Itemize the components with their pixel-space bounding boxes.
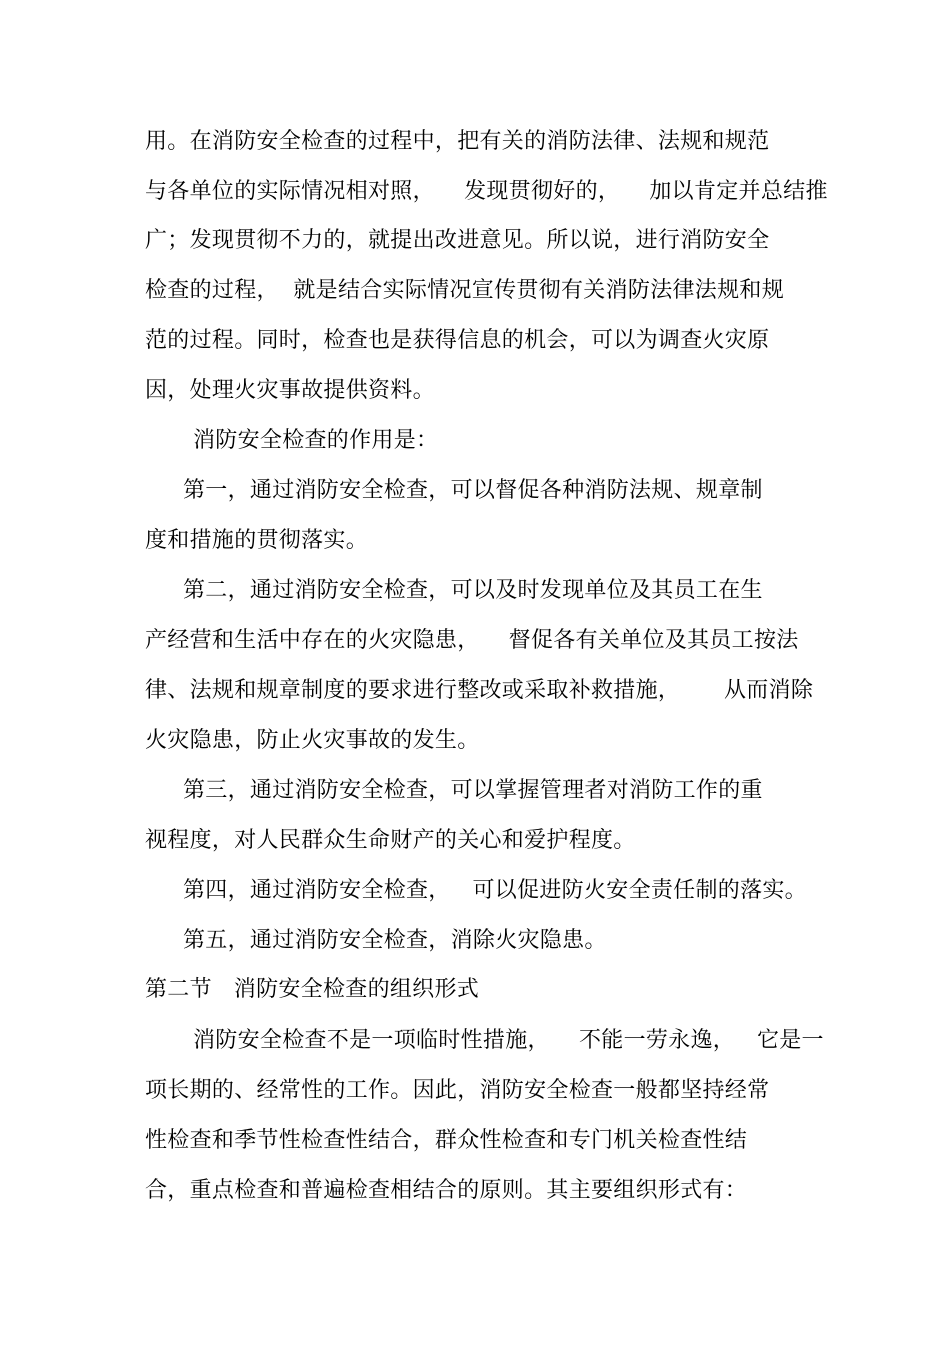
paragraph-line: 合，重点检查和普遍检查相结合的原则。其主要组织形式有： xyxy=(145,1178,748,1203)
list-item-third: 第三，通过消防安全检查，可以掌握管理者对消防工作的重 xyxy=(183,778,763,803)
paragraph-line: 用。在消防安全检查的过程中，把有关的消防法律、法规和规范 xyxy=(145,129,770,154)
paragraph-line: 火灾隐患，防止火灾事故的发生。 xyxy=(145,728,480,753)
list-item-second: 第二，通过消防安全检查，可以及时发现单位及其员工在生 xyxy=(183,578,763,603)
paragraph-line: 因，处理火灾事故提供资料。 xyxy=(145,378,435,403)
paragraph-line: 广；发现贯彻不力的，就提出改进意见。所以说，进行消防安全 xyxy=(145,228,770,253)
paragraph-line: 消防安全检查不是一项临时性措施， 不能一劳永逸， 它是一 xyxy=(193,1028,824,1053)
paragraph-line: 范的过程。同时，检查也是获得信息的机会，可以为调查火灾原 xyxy=(145,328,770,353)
section-intro: 消防安全检查的作用是： xyxy=(193,428,439,453)
paragraph-line: 与各单位的实际情况相对照， 发现贯彻好的， 加以肯定并总结推 xyxy=(145,179,828,204)
paragraph-line: 度和措施的贯彻落实。 xyxy=(145,528,369,553)
paragraph-line: 视程度，对人民群众生命财产的关心和爱护程度。 xyxy=(145,828,636,853)
list-item-fifth: 第五，通过消防安全检查，消除火灾隐患。 xyxy=(183,928,607,953)
paragraph-line: 项长期的、经常性的工作。因此，消防安全检查一般都坚持经常 xyxy=(145,1078,770,1103)
list-item-fourth: 第四，通过消防安全检查， 可以促进防火安全责任制的落实。 xyxy=(183,878,807,903)
paragraph-line: 性检查和季节性检查性结合，群众性检查和专门机关检查性结 xyxy=(145,1128,748,1153)
paragraph-line: 产经营和生活中存在的火灾隐患， 督促各有关单位及其员工按法 xyxy=(145,628,799,653)
section-heading: 第二节 消防安全检查的组织形式 xyxy=(145,977,480,1002)
paragraph-line: 律、法规和规章制度的要求进行整改或采取补救措施， 从而消除 xyxy=(145,678,814,703)
paragraph-line: 检查的过程， 就是结合实际情况宣传贯彻有关消防法律法规和规 xyxy=(145,278,784,303)
list-item-first: 第一，通过消防安全检查，可以督促各种消防法规、规章制 xyxy=(183,478,763,503)
